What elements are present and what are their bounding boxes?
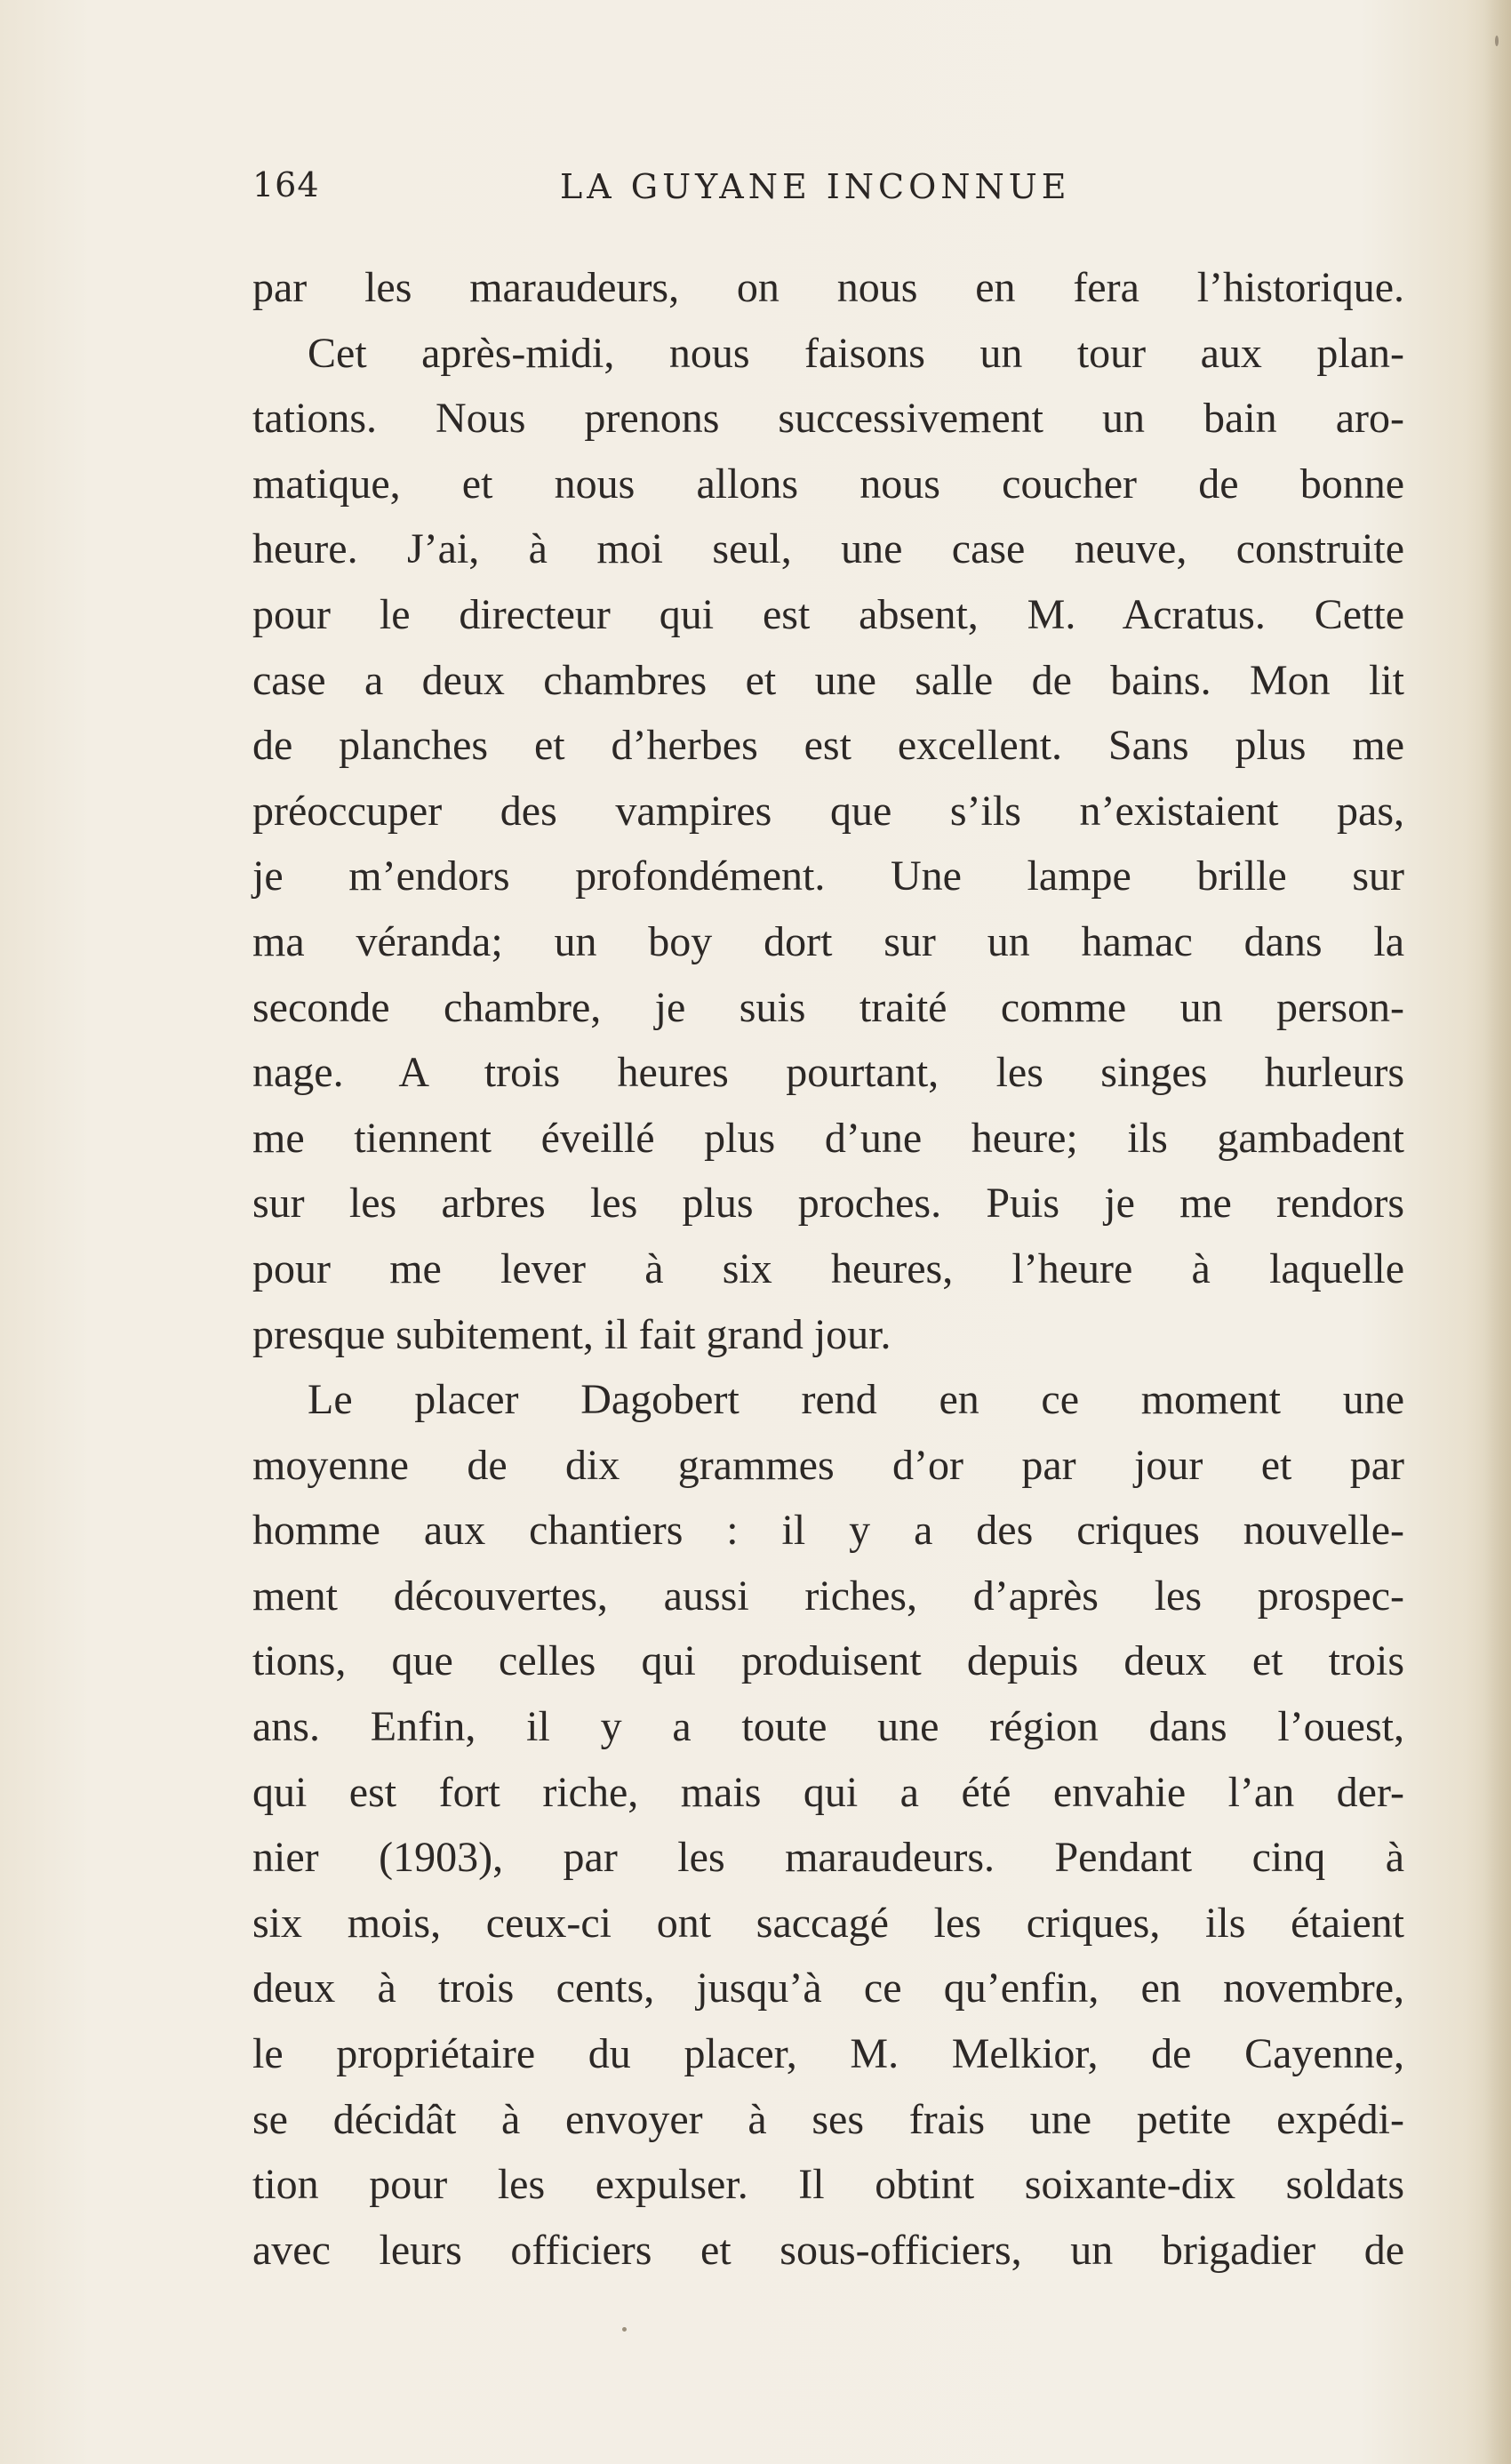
text-line: je m’endors profondément. Une lampe brille sur xyxy=(252,852,1404,900)
text-line: me tiennent éveillé plus d’une heure; ils gambadent xyxy=(252,1114,1404,1162)
text-line: par les maraudeurs, on nous en fera l’historique. xyxy=(252,264,1404,311)
text-line: se décidât à envoyer à ses frais une petite expédi- xyxy=(252,2095,1404,2143)
text-line: presque subitement, il fait grand jour. xyxy=(252,1310,891,1358)
page-edge-shadow xyxy=(1484,0,1511,2464)
text-line: seconde chambre, je suis traité comme un person- xyxy=(252,983,1404,1031)
text-line: Le placer Dagobert rend en ce moment une xyxy=(308,1376,1404,1424)
page-number: 164 xyxy=(252,165,320,204)
running-title: LA GUYANE INCONNUE xyxy=(560,167,1071,206)
text-line: de planches et d’herbes est excellent. Sans plus me xyxy=(252,722,1404,770)
text-line: nage. A trois heures pourtant, les singes hurleurs xyxy=(252,1049,1404,1097)
text-line: nier (1903), par les maraudeurs. Pendant cinq à xyxy=(252,1834,1404,1882)
text-line: préoccuper des vampires que s’ils n’existaient pas, xyxy=(252,787,1404,835)
text-line: matique, et nous allons nous coucher de bonne xyxy=(252,460,1404,508)
running-head xyxy=(252,165,1404,219)
text-line: le propriétaire du placer, M. Melkior, de Cayenne, xyxy=(252,2030,1404,2078)
text-line: heure. J’ai, à moi seul, une case neuve, construite xyxy=(252,525,1404,573)
text-line: ma véranda; un boy dort sur un hamac dans la xyxy=(252,917,1404,965)
paper-speck xyxy=(622,2327,627,2332)
text-line: pour me lever à six heures, l’heure à laquelle xyxy=(252,1244,1404,1292)
text-line: case a deux chambres et une salle de bains. Mon lit xyxy=(252,656,1404,704)
text-line: avec leurs officiers et sous-officiers, un brigadier de xyxy=(252,2226,1404,2274)
text-line: tions, que celles qui produisent depuis deux et trois xyxy=(252,1637,1404,1685)
text-line: sur les arbres les plus proches. Puis je me rendors xyxy=(252,1180,1404,1228)
text-line: deux à trois cents, jusqu’à ce qu’enfin, en novembre, xyxy=(252,1964,1404,2012)
text-line: six mois, ceux-ci ont saccagé les criques, ils étaient xyxy=(252,1899,1404,1947)
text-line: Cet après-midi, nous faisons un tour aux plan- xyxy=(308,329,1404,377)
text-line: ment découvertes, aussi riches, d’après les prospec- xyxy=(252,1572,1404,1620)
text-line: homme aux chantiers : il y a des criques nouvelle- xyxy=(252,1507,1404,1555)
text-line: pour le directeur qui est absent, M. Acratus. Cette xyxy=(252,590,1404,638)
paper-speck xyxy=(1495,36,1499,46)
text-line: tion pour les expulser. Il obtint soixante-dix soldats xyxy=(252,2161,1404,2209)
text-line: qui est fort riche, mais qui a été envahie l’an der- xyxy=(252,1768,1404,1816)
text-line: ans. Enfin, il y a toute une région dans l’ouest, xyxy=(252,1703,1404,1751)
body-text xyxy=(252,255,1404,2283)
text-line: moyenne de dix grammes d’or par jour et par xyxy=(252,1441,1404,1489)
text-line: tations. Nous prenons successivement un bain aro- xyxy=(252,395,1404,443)
